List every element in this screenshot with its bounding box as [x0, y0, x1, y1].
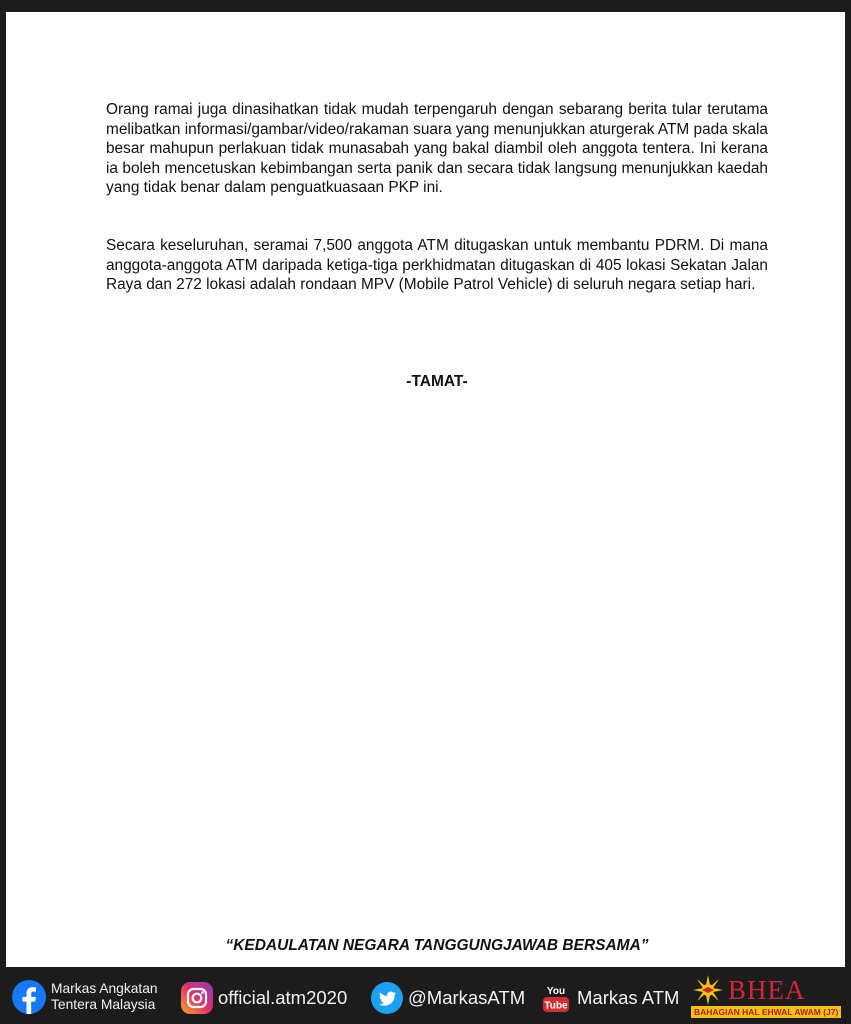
bhea-subtitle: BAHAGIAN HAL EHWAL AWAM (J7) — [691, 1006, 841, 1018]
facebook-icon — [12, 980, 46, 1014]
facebook-line1: Markas Angkatan — [51, 980, 158, 996]
youtube-icon-tube: Tube — [544, 1000, 568, 1012]
instagram-icon — [181, 982, 213, 1014]
motto: “KEDAULATAN NEGARA TANGGUNGJAWAB BERSAMA” — [225, 937, 649, 954]
youtube-icon-you: You — [546, 986, 566, 997]
youtube-icon — [540, 982, 572, 1014]
twitter-link[interactable] — [371, 982, 525, 1014]
facebook-link[interactable] — [12, 980, 158, 1014]
social-footer — [0, 969, 851, 1024]
facebook-line2: Tentera Malaysia — [51, 997, 156, 1012]
instagram-handle: official.atm2020 — [218, 987, 348, 1008]
youtube-channel: Markas ATM — [577, 987, 680, 1008]
youtube-link[interactable] — [540, 982, 679, 1014]
paragraph-advisory: Orang ramai juga dinasihatkan tidak mudah terpengaruh dengan sebarang berita tular terutama melibatkan informasi/gambar/video/rakaman suara yang menunjukkan aturgerak ATM pada skala besar mahupun perlakuan tidak munasabah yang bakal diambil oleh anggota tentera. Ini kerana ia boleh mencetuskan kebimbangan serta panik dan secara tidak langsung menunjukkan kaedah yang tidak benar dalam penguatkuasaan PKP ini. — [106, 101, 768, 197]
end-marker: -TAMAT- — [406, 373, 468, 390]
instagram-link[interactable] — [181, 982, 347, 1014]
bhea-title: BHEA — [728, 975, 806, 1005]
paragraph-deployment: Secara keseluruhan, seramai 7,500 anggota ATM ditugaskan untuk membantu PDRM. Di mana anggota-anggota ATM daripada ketiga-tiga perkhidmatan ditugaskan di 405 lokasi Sekatan Jalan Raya dan 272 lokasi adalah rondaan MPV (Mobile Patrol Vehicle) di seluruh negara setiap hari. — [106, 237, 768, 294]
bhea-logo — [691, 975, 841, 1018]
twitter-handle: @MarkasATM — [408, 987, 526, 1008]
sun-emblem-icon — [691, 975, 725, 1005]
twitter-icon — [371, 982, 403, 1014]
document-page — [6, 12, 845, 967]
